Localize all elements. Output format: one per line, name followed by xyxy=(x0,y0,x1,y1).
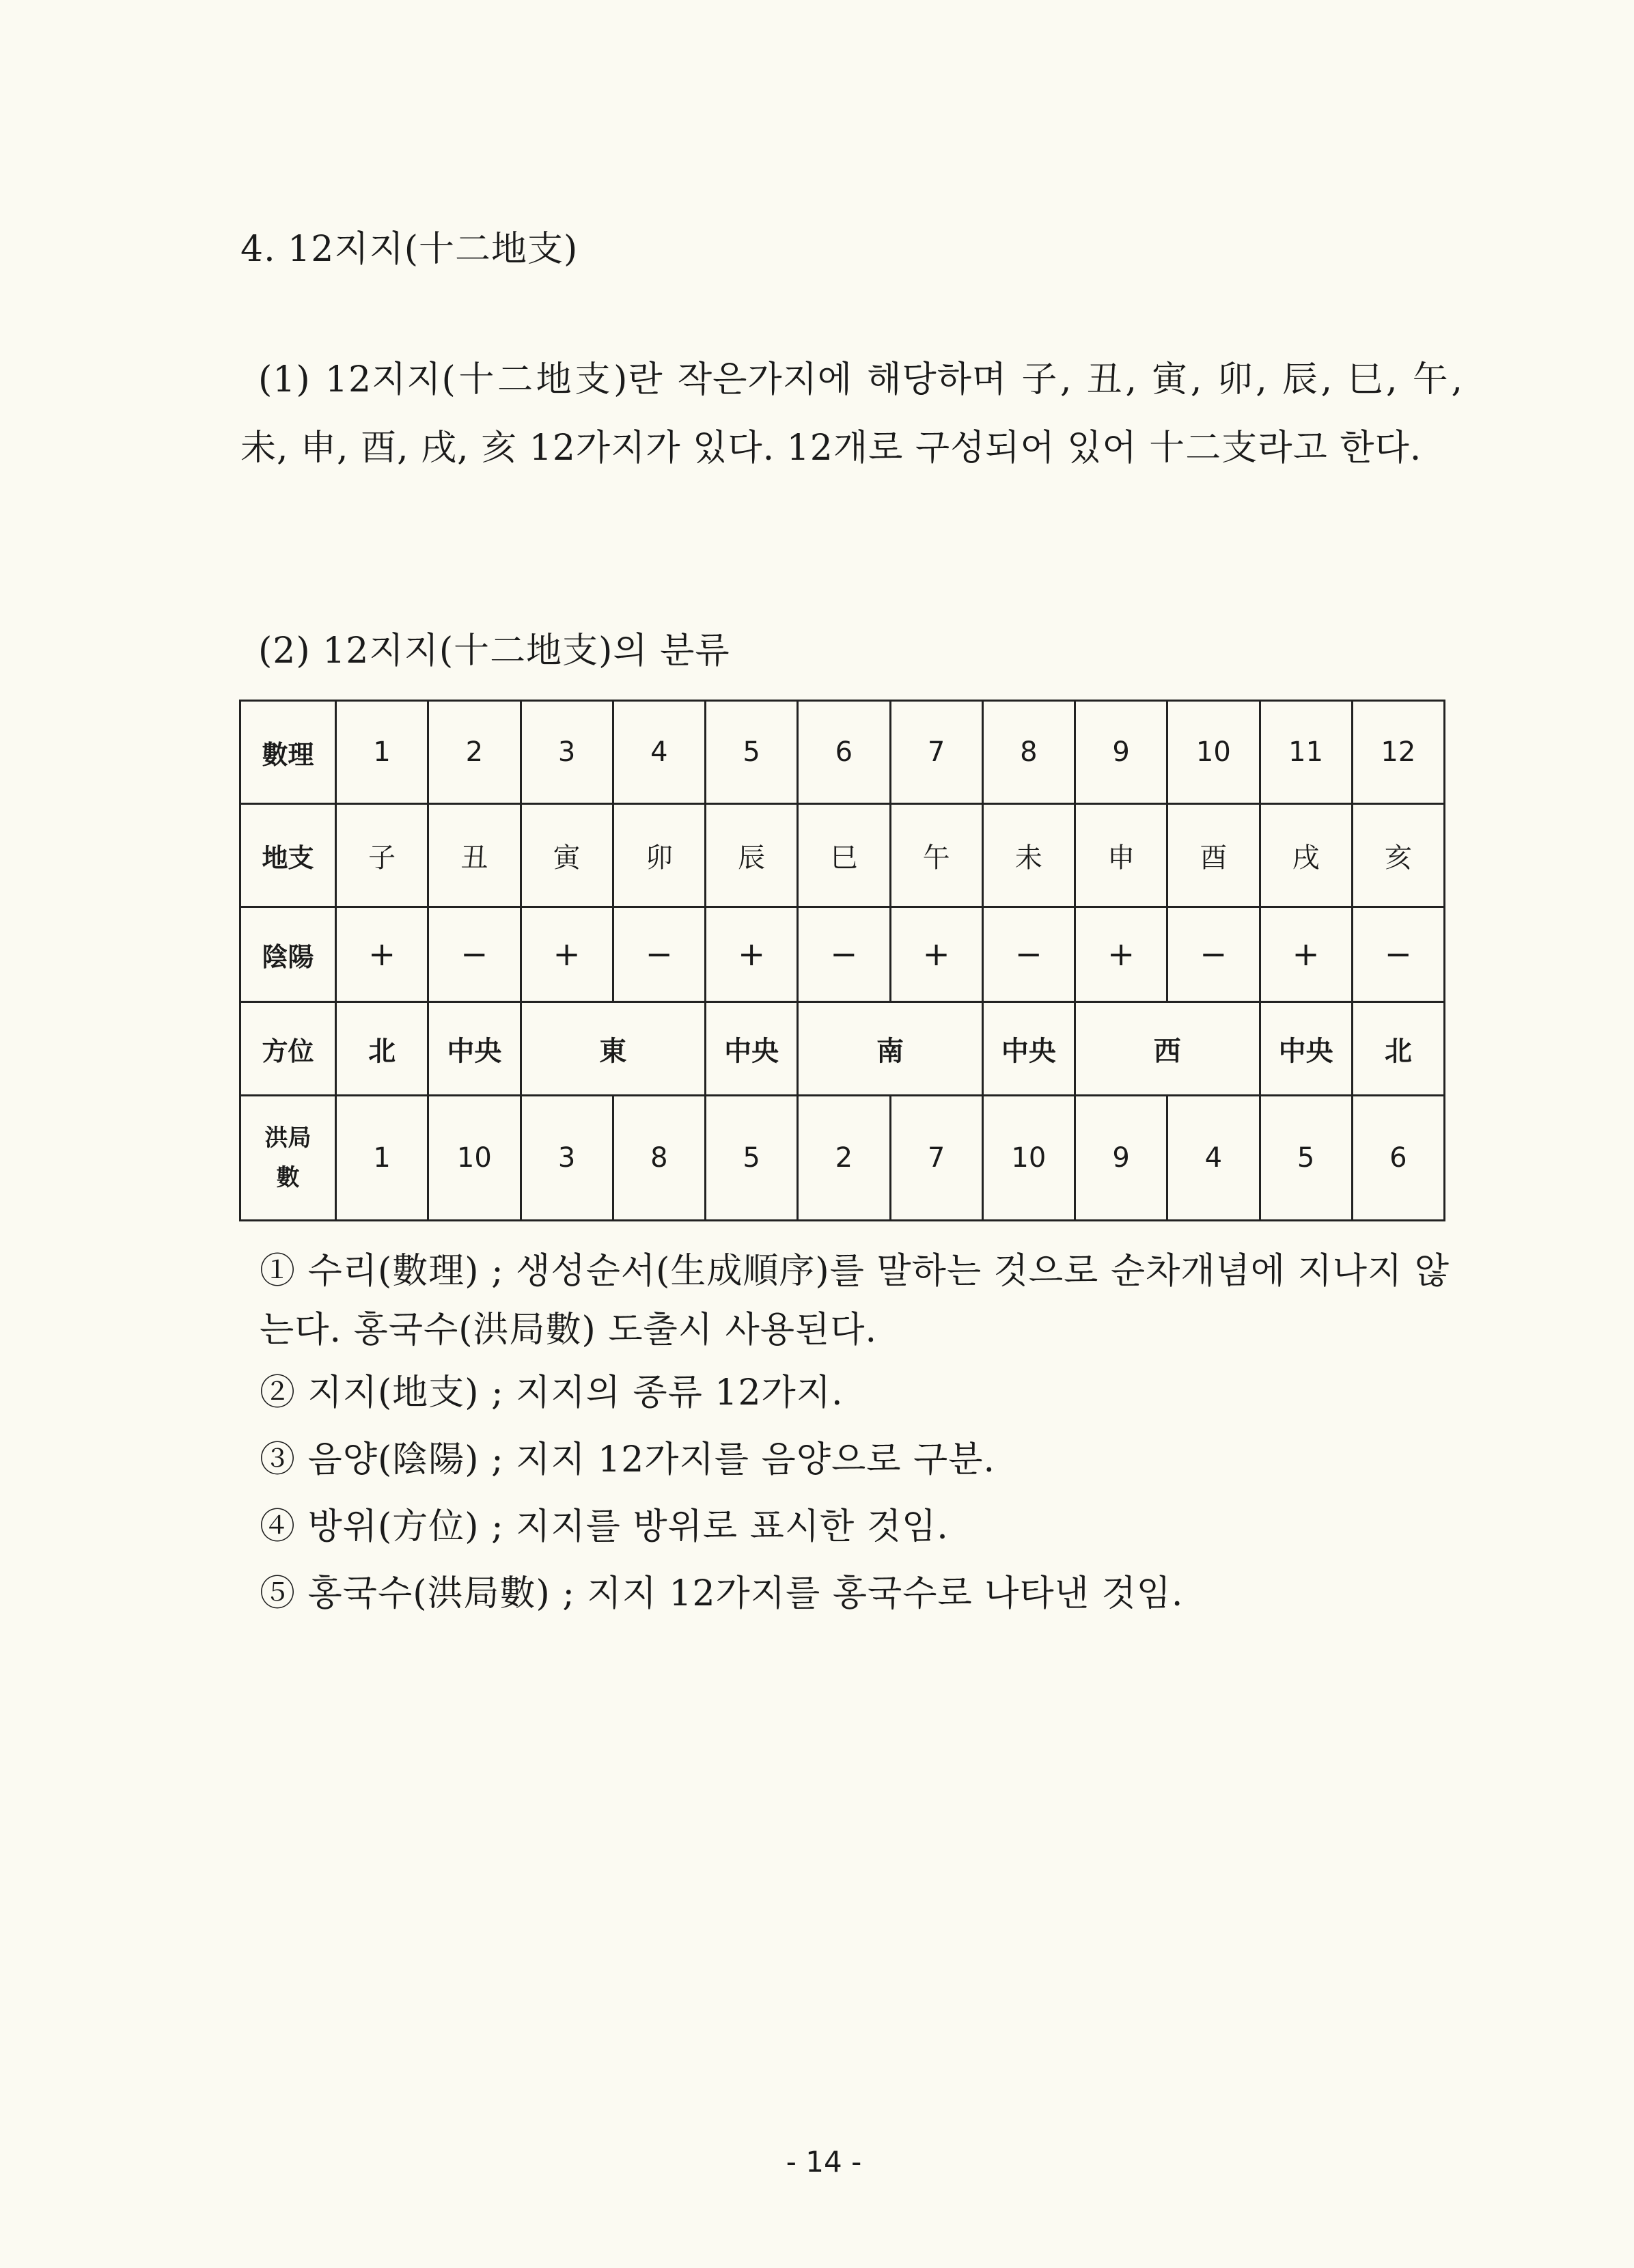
number-cell: 11 xyxy=(1260,701,1352,804)
hongguk-cell: 10 xyxy=(428,1096,521,1221)
yinyang-cell: + xyxy=(706,907,798,1002)
number-row xyxy=(240,701,1445,804)
row-label-number: 數理 xyxy=(240,701,336,804)
hongguk-cell: 5 xyxy=(706,1096,798,1221)
row-label-direction: 方位 xyxy=(240,1002,336,1096)
number-cell: 5 xyxy=(706,701,798,804)
row-label-yinyang: 陰陽 xyxy=(240,907,336,1002)
yinyang-row xyxy=(240,907,1445,1002)
yinyang-cell: + xyxy=(336,907,428,1002)
branch-cell: 午 xyxy=(890,804,982,907)
branch-cell: 亥 xyxy=(1352,804,1444,907)
number-cell: 8 xyxy=(982,701,1075,804)
branch-cell: 辰 xyxy=(706,804,798,907)
direction-cell: 北 xyxy=(336,1002,428,1096)
direction-cell: 東 xyxy=(521,1002,706,1096)
hongguk-cell: 7 xyxy=(890,1096,982,1221)
direction-cell: 北 xyxy=(1352,1002,1444,1096)
branch-cell: 子 xyxy=(336,804,428,907)
earthly-branches-table xyxy=(239,700,1445,1221)
direction-row xyxy=(240,1002,1445,1096)
row-label-branch: 地支 xyxy=(240,804,336,907)
hongguk-cell: 6 xyxy=(1352,1096,1444,1221)
number-cell: 12 xyxy=(1352,701,1444,804)
table-subheading: (2) 12지지(十二地支)의 분류 xyxy=(258,631,730,672)
number-cell: 1 xyxy=(336,701,428,804)
direction-cell: 中央 xyxy=(706,1002,798,1096)
intro-paragraph: (1) 12지지(十二地支)란 작은가지에 해당하며 子, 丑, 寅, 卯, 辰, 巳, 午, 未, 申, 酉, 戌, 亥 12가지가 있다. 12개로 구성되어 있어 十二支라고 한다. xyxy=(240,359,1463,469)
section-heading: 4. 12지지(十二地支) xyxy=(240,229,579,270)
hongguk-row xyxy=(240,1096,1445,1221)
yinyang-cell: − xyxy=(982,907,1075,1002)
branch-row xyxy=(240,804,1445,907)
yinyang-cell: − xyxy=(1352,907,1444,1002)
hongguk-cell: 10 xyxy=(982,1096,1075,1221)
yinyang-cell: + xyxy=(521,907,613,1002)
branch-cell: 巳 xyxy=(798,804,890,907)
branch-cell: 寅 xyxy=(521,804,613,907)
direction-cell: 中央 xyxy=(982,1002,1075,1096)
hongguk-cell: 4 xyxy=(1167,1096,1260,1221)
hongguk-cell: 2 xyxy=(798,1096,890,1221)
page-number: - 14 - xyxy=(786,2145,862,2179)
notes-list xyxy=(228,1242,1458,1627)
row-label-hongguk xyxy=(240,1096,336,1221)
note-item: ② 지지(地支) ; 지지의 종류 12가지. xyxy=(260,1372,844,1413)
yinyang-cell: + xyxy=(890,907,982,1002)
yinyang-cell: − xyxy=(798,907,890,1002)
branch-cell: 卯 xyxy=(613,804,705,907)
hongguk-cell: 3 xyxy=(521,1096,613,1221)
direction-cell: 南 xyxy=(798,1002,983,1096)
yinyang-cell: − xyxy=(428,907,521,1002)
hongguk-cell: 9 xyxy=(1075,1096,1167,1221)
branch-cell: 申 xyxy=(1075,804,1167,907)
row-label-hongguk-line1: 洪局 xyxy=(264,1124,311,1152)
number-cell: 7 xyxy=(890,701,982,804)
number-cell: 3 xyxy=(521,701,613,804)
number-cell: 2 xyxy=(428,701,521,804)
direction-cell: 西 xyxy=(1075,1002,1260,1096)
note-item: ① 수리(數理) ; 생성순서(生成順序)를 말하는 것으로 순차개념에 지나지 않는다. 홍국수(洪局數) 도출시 사용된다. xyxy=(260,1251,1450,1351)
note-item: ⑤ 홍국수(洪局數) ; 지지 12가지를 홍국수로 나타낸 것임. xyxy=(260,1573,1184,1614)
yinyang-cell: − xyxy=(613,907,705,1002)
branch-cell: 酉 xyxy=(1167,804,1260,907)
hongguk-cell: 5 xyxy=(1260,1096,1352,1221)
number-cell: 6 xyxy=(798,701,890,804)
direction-cell: 中央 xyxy=(428,1002,521,1096)
branch-cell: 未 xyxy=(982,804,1075,907)
number-cell: 10 xyxy=(1167,701,1260,804)
hongguk-cell: 1 xyxy=(336,1096,428,1221)
hongguk-cell: 8 xyxy=(613,1096,705,1221)
number-cell: 9 xyxy=(1075,701,1167,804)
branch-cell: 丑 xyxy=(428,804,521,907)
yinyang-cell: − xyxy=(1167,907,1260,1002)
yinyang-cell: + xyxy=(1075,907,1167,1002)
row-label-hongguk-line2: 數 xyxy=(276,1164,300,1191)
number-cell: 4 xyxy=(613,701,705,804)
note-item: ④ 방위(方位) ; 지지를 방위로 표시한 것임. xyxy=(260,1506,949,1547)
note-item: ③ 음양(陰陽) ; 지지 12가지를 음양으로 구분. xyxy=(260,1439,995,1480)
branch-cell: 戌 xyxy=(1260,804,1352,907)
yinyang-cell: + xyxy=(1260,907,1352,1002)
direction-cell: 中央 xyxy=(1260,1002,1352,1096)
